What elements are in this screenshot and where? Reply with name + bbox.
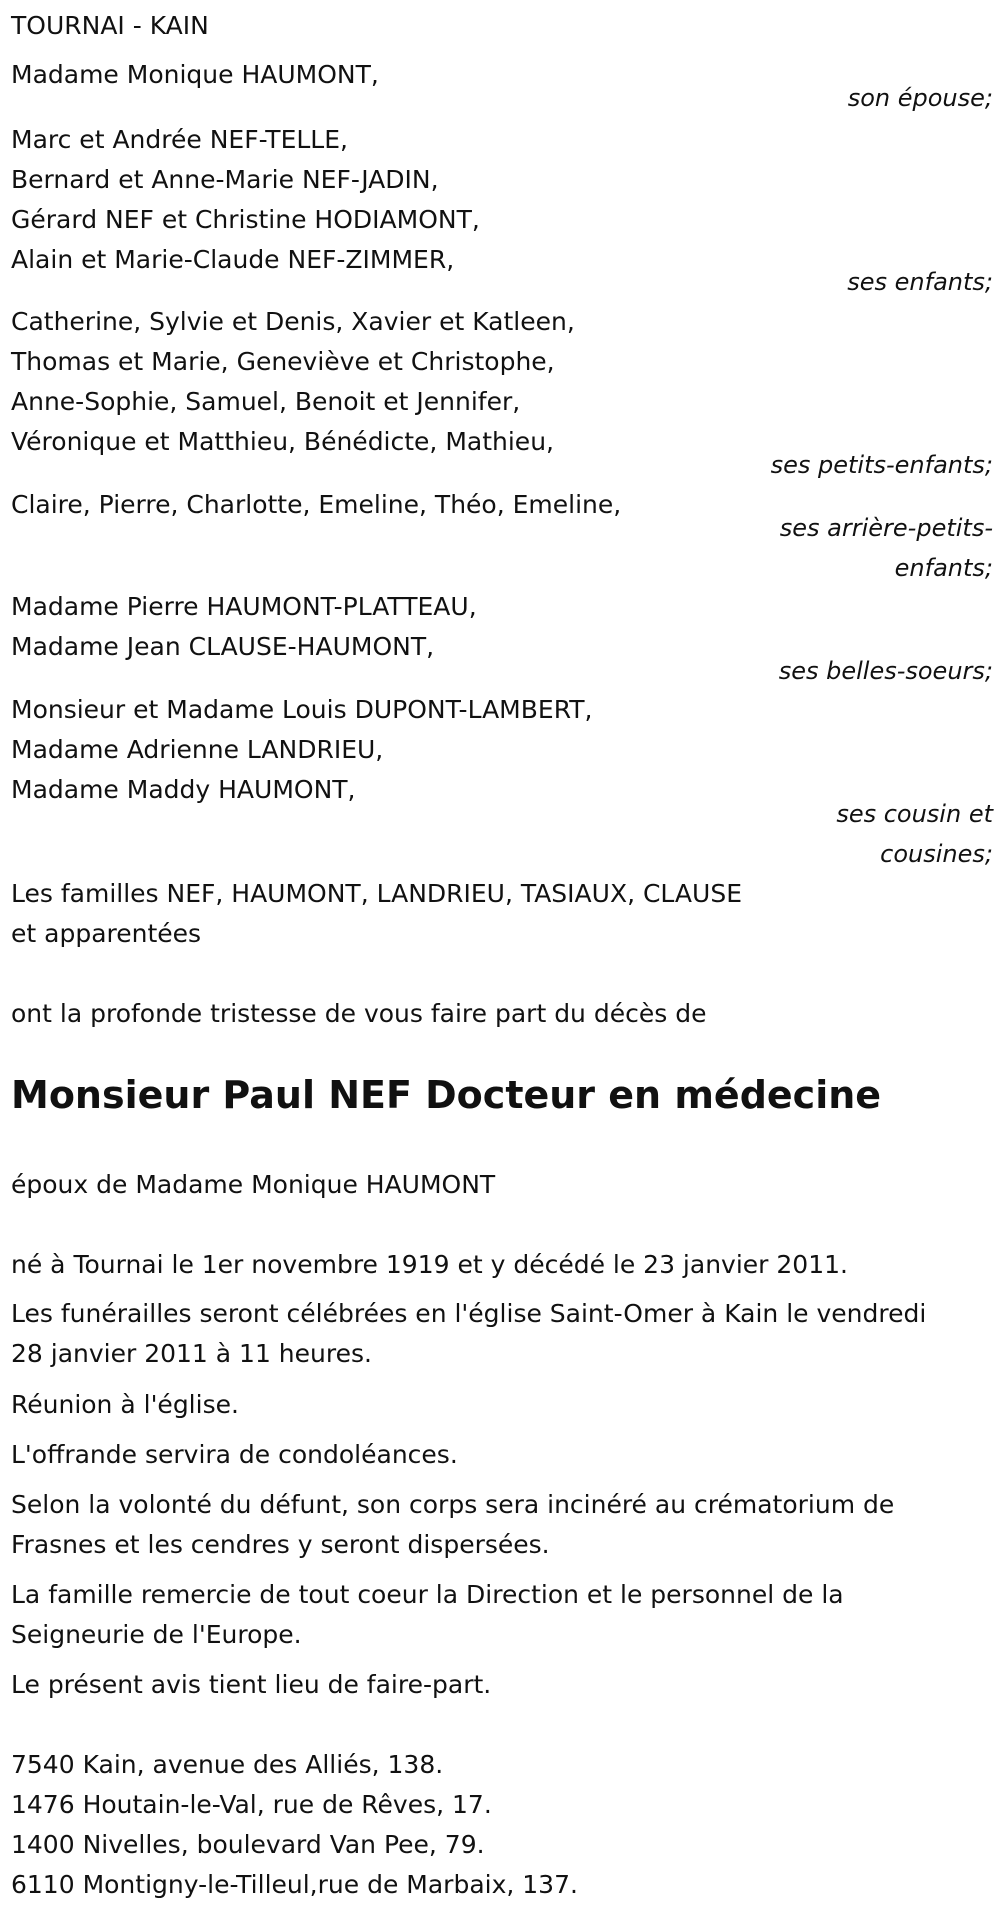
family-line: Thomas et Marie, Geneviève et Christophe, (11, 347, 555, 376)
family-line: Catherine, Sylvie et Denis, Xavier et Katleen, (11, 307, 575, 336)
detail-line: Frasnes et les cendres y seront dispersées. (11, 1530, 550, 1559)
detail-line: né à Tournai le 1er novembre 1919 et y décédé le 23 janvier 2011. (11, 1250, 848, 1279)
address-line: 7540 Kain, avenue des Alliés, 138. (11, 1750, 444, 1779)
address-line: 1476 Houtain-le-Val, rue de Rêves, 17. (11, 1790, 492, 1819)
relation-label: ses petits-enfants; (770, 451, 993, 479)
detail-line: 28 janvier 2011 à 11 heures. (11, 1339, 372, 1368)
relation-label: ses cousin et (836, 800, 993, 828)
relation-label: ses arrière-petits- (779, 514, 993, 542)
family-line: Madame Jean CLAUSE-HAUMONT, (11, 632, 435, 661)
family-line: Madame Maddy HAUMONT, (11, 775, 356, 804)
family-line: Monsieur et Madame Louis DUPONT-LAMBERT, (11, 695, 593, 724)
family-line: Bernard et Anne-Marie NEF-JADIN, (11, 165, 439, 194)
family-line: Marc et Andrée NEF-TELLE, (11, 125, 348, 154)
detail-line: Seigneurie de l'Europe. (11, 1620, 302, 1649)
announcement-text: ont la profonde tristesse de vous faire part du décès de (11, 999, 707, 1028)
spouse-line: époux de Madame Monique HAUMONT (11, 1170, 496, 1199)
detail-line: Réunion à l'église. (11, 1390, 239, 1419)
family-line: Madame Monique HAUMONT, (11, 60, 379, 89)
detail-line: Les funérailles seront célébrées en l'église Saint-Omer à Kain le vendredi (11, 1299, 927, 1328)
relation-label: son épouse; (847, 84, 993, 112)
address-line: 1400 Nivelles, boulevard Van Pee, 79. (11, 1830, 485, 1859)
detail-line: L'offrande servira de condoléances. (11, 1440, 458, 1469)
address-line: 6110 Montigny-le-Tilleul,rue de Marbaix, 137. (11, 1870, 578, 1899)
family-line: Véronique et Matthieu, Bénédicte, Mathieu, (11, 427, 554, 456)
family-line: Alain et Marie-Claude NEF-ZIMMER, (11, 245, 455, 274)
family-line: Madame Pierre HAUMONT-PLATTEAU, (11, 592, 477, 621)
relation-label: ses enfants; (847, 268, 993, 296)
deceased-name: Monsieur Paul NEF Docteur en médecine (11, 1073, 882, 1117)
relation-label: cousines; (880, 840, 993, 868)
location-heading: TOURNAI - KAIN (11, 11, 209, 40)
family-line: Claire, Pierre, Charlotte, Emeline, Théo, Emeline, (11, 490, 622, 519)
family-line: et apparentées (11, 919, 202, 948)
family-line: Madame Adrienne LANDRIEU, (11, 735, 384, 764)
detail-line: La famille remercie de tout coeur la Direction et le personnel de la (11, 1580, 844, 1609)
family-line: Les familles NEF, HAUMONT, LANDRIEU, TASIAUX, CLAUSE (11, 879, 742, 908)
relation-label: ses belles-soeurs; (778, 657, 993, 685)
relation-label: enfants; (894, 554, 993, 582)
family-line: Anne-Sophie, Samuel, Benoit et Jennifer, (11, 387, 521, 416)
detail-line: Selon la volonté du défunt, son corps sera incinéré au crématorium de (11, 1490, 895, 1519)
family-line: Gérard NEF et Christine HODIAMONT, (11, 205, 480, 234)
detail-line: Le présent avis tient lieu de faire-part. (11, 1670, 492, 1699)
